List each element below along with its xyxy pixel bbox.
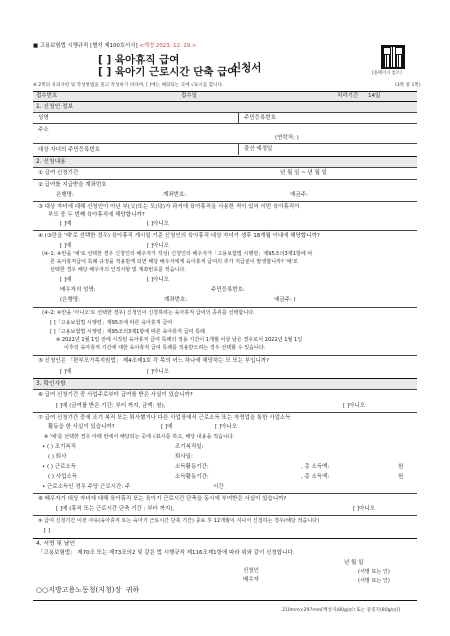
name-field-label: 성명	[38, 115, 49, 121]
rule-line	[33, 201, 417, 202]
weekly-hours-unit: 시간	[213, 484, 224, 490]
resignation-checkbox[interactable]: ( ) 퇴사	[48, 454, 67, 460]
q5-no-checkbox[interactable]: [ ]아니오	[147, 369, 169, 375]
q1-period-input[interactable]: 년 월 일 ~ 년 월 일	[280, 170, 327, 176]
title-suffix: 신청서	[231, 62, 262, 74]
cell-divider	[238, 112, 239, 123]
paper-spec-footer: 210mm×297mm[백상지(80g/㎡) 또는 중질지(80g/㎡)]	[282, 608, 401, 613]
business-income-checkbox[interactable]: ( ) 사업소득	[48, 474, 78, 480]
spouse-label: 배우자	[243, 577, 259, 583]
rule-line	[33, 112, 417, 113]
rule-line	[33, 307, 417, 308]
q41-no-checkbox[interactable]: [ ]아니오	[147, 277, 169, 283]
statement-text: 「고용보험법」 제70조 또는 제73조의2 및 같은 법 시행규칙 제116조제1항에 따라 위와 같이 신청합니다.	[38, 550, 295, 556]
address-field-label: 주소	[38, 127, 49, 133]
q3-no-checkbox[interactable]: [ ]아니오	[147, 221, 169, 227]
q42-option2-note: ※ 2022년 1월 1일 전에 시작된 육아휴직 급여 특례의 적용 기간이 1개월 이상 남은 경우로서 2022년 1월 1일	[56, 337, 303, 343]
q2-label: ② 급여를 지급받을 계좌번호	[38, 182, 107, 188]
rrn-field-label: 주민등록번호	[244, 115, 276, 121]
section1-title: 1. 신청인 정보	[36, 104, 74, 110]
spouse-account-field[interactable]: 계좌번호:	[164, 297, 188, 303]
rule-line	[33, 230, 417, 231]
revision-text: <개정 2023. 12. 29.>	[139, 43, 197, 49]
section3-bg	[33, 379, 417, 389]
q42-text: (④-2: ④란을 '아니오'로 선택한 경우) 신청인이 신청하려는 육아휴직 급여의 종류를 선택합니다.	[42, 310, 255, 316]
won-unit: 원	[398, 464, 404, 470]
q41-text-cont2: 선택한 경우 해당 배우자의 인적사항 및 계좌번호를 적습니다.	[50, 267, 186, 273]
q6-no-checkbox[interactable]: [ ]아니오	[343, 403, 365, 409]
q8-text: ⑧ 배우자가 대상 자녀에 대해 육아휴직 또는 육아기 근로시간 단축을 동시에 부여받은 사실이 있습니까?	[38, 496, 287, 502]
q4-text: ④ (③란을 '예'로 선택한 경우) 육아휴직 개시일 기준 신청인의 육아휴직 대상 자녀가 생후 18개월 이내에 해당합니까?	[38, 233, 320, 239]
rule-line	[33, 355, 417, 356]
q42-option1-checkbox[interactable]: [ ]「고용보험법 시행령」제95조에 따른 육아휴직 급여	[50, 320, 173, 326]
q7-text: ⑦ 급여 신청기간 중에 조기 복직 또는 퇴사했거나 다른 사업장에서 근로소득 또는 자영업을 통한 사업소득	[38, 415, 291, 421]
q4-yes-checkbox[interactable]: [ ]예	[60, 243, 72, 249]
early-return-date-field[interactable]: 조기복직일:	[175, 444, 204, 450]
rule-line	[33, 167, 417, 168]
processing-period-label: 처리기간	[337, 93, 359, 99]
q5-text: ⑤ 신청인은 「한부모가족지원법」 제4조제1호 각 목의 어느 하나에 해당하는 모 또는 부입니까?	[38, 358, 270, 364]
q41-text-cont: 른 육아휴직급여 특례 규정을 적용받게 되면 해당 배우자에게 육아휴직 급여의 추가 지급분이 발생합니까? '예'로	[50, 259, 298, 265]
spouse-holder-field[interactable]: 예금주: )	[274, 297, 296, 303]
bank-name-field[interactable]: 은행명:	[56, 192, 74, 198]
q41-text: (④-1: ④란을 '예'로 선택한 경우 신청인의 배우자가 작성) 신청인의 배우자가「고용보험법 시행령」제95조의3제1항에 따	[42, 251, 313, 257]
instruction-note: ※ 2쪽의 유의사항 및 작성방법을 읽고 작성하기 바라며, [ ]에는 해당되는 곳에 √표시를 합니다.	[33, 83, 224, 88]
q7-note: ※ '예'를 선택한 경우 아래 란에서 해당되는 곳에 √표시를 하고, 해당 내용을 적습니다.	[44, 434, 235, 440]
cell-divider	[238, 143, 239, 155]
section2-title: 2. 신청내용	[36, 159, 66, 165]
q6-text: ⑥ 급여 신청기간 중 사업주로부터 급여를 받은 사실이 있습니까?	[38, 392, 193, 398]
section2-bg	[33, 157, 417, 167]
rule-line	[33, 600, 417, 601]
q8-yes-checkbox[interactable]: [ ]예 (휴직 또는 근로시간 단축 기간 : 부터 까지),	[56, 506, 175, 512]
form-rule-header	[33, 43, 196, 50]
resignation-date-field[interactable]: 퇴사일:	[175, 454, 193, 460]
office-suffix: 귀하	[125, 586, 140, 594]
spouse-bank-field[interactable]: (은행명:	[60, 297, 80, 303]
early-return-checkbox[interactable]: • ( ) 조기복직	[42, 444, 77, 450]
q42-option2-note-cont: 이후의 육아휴직 기간에 대한 육아휴직 급여 특례를 적용받으려는 경우 선택할 수 있습니다.	[64, 345, 266, 351]
q42-option2-checkbox[interactable]: [ ]「고용보험법 시행령」제95조의3제1항에 따른 육아휴직 급여 특례	[50, 329, 205, 335]
rule-line	[33, 493, 417, 494]
office-name: ○○지방고용노동청(지청)장	[36, 586, 122, 594]
q7-no-checkbox[interactable]: [ ]아니오	[215, 424, 237, 430]
rule-line	[33, 123, 417, 124]
rule-line	[33, 179, 417, 180]
business-income-total-field[interactable]: , 총 소득액:	[301, 474, 330, 480]
section3-title: 3. 확인사항	[36, 381, 66, 387]
q3-text-cont: 부모 중 두 번째 육아휴직에 해당합니까?	[48, 212, 145, 218]
rule-line	[33, 389, 417, 390]
rule-line	[33, 412, 417, 413]
receipt-number-label: 접수번호	[36, 93, 58, 99]
rule-line	[33, 143, 417, 144]
q4-no-checkbox[interactable]: [ ]아니오	[147, 243, 169, 249]
receipt-row-bg	[33, 92, 417, 101]
rule-text: ■ 고용보험법 시행규칙 [별지 제100호서식]	[33, 43, 138, 49]
spouse-rrn-field[interactable]: 주민등록번호:	[211, 287, 245, 293]
page-indicator: (3쪽 중 1쪽)	[395, 83, 421, 88]
q6-yes-checkbox[interactable]: [ ]예 (금여를 받은 기간: 부터 까지, 금액: 원),	[56, 403, 166, 409]
rule-line	[33, 515, 417, 516]
earned-income-total-field[interactable]: , 총 소득액:	[301, 464, 330, 470]
title-reduced-hours: [ ] 육아기 근로시간 단축 급여	[98, 66, 238, 78]
recipient-office	[36, 586, 139, 595]
business-income-period-field[interactable]: 소득활동기간:	[175, 474, 209, 480]
account-number-field[interactable]: 계좌번호:	[163, 192, 187, 198]
applicant-signature-field[interactable]: (서명 또는 인)	[358, 569, 390, 575]
section4-title: 4. 서명 및 날인	[36, 541, 76, 547]
applicant-label: 신청인	[243, 568, 259, 574]
q1-label: ① 급여 신청기간	[38, 170, 79, 176]
section1-bg	[33, 102, 417, 112]
q3-text: ③ 대상 자녀에 대해 신청인이 아닌 부(父)또는 모(母)가 과거에 육아휴직을 사용한 적이 있어 이번 육아휴직이	[38, 204, 300, 210]
q9-reason-input[interactable]: [ ]	[44, 528, 51, 534]
won-unit: 원	[398, 474, 404, 480]
child-rrn-label: 대상 자녀의 주민등록번호	[38, 147, 100, 153]
due-date-label: 출산 예정일	[244, 146, 273, 152]
earned-income-checkbox[interactable]: • ( ) 근로소득	[42, 464, 77, 470]
q41-yes-checkbox[interactable]: [ ]예	[60, 277, 72, 283]
receipt-date-label: 접수일	[181, 93, 197, 99]
processing-period-value: 14일	[368, 93, 381, 99]
q7-yes-checkbox[interactable]: [ ]예	[161, 424, 173, 430]
spouse-name-field[interactable]: 배우자의 성명:	[60, 287, 96, 293]
earned-income-period-field[interactable]: 소득활동기간:	[175, 464, 209, 470]
q3-yes-checkbox[interactable]: [ ]예	[60, 221, 72, 227]
spouse-signature-field[interactable]: (서명 또는 인)	[358, 578, 390, 584]
q8-no-checkbox[interactable]: [ ]아니오	[353, 506, 375, 512]
signature-date-field[interactable]: 년 월 일	[344, 560, 364, 566]
q9-text: ⑨ 급여 신청기간 이전 사유(육아휴직 또는 육아기 근로시간 단축 기간) 종료 후 12개월이 지나서 신청하는 경우(해당 적습니다)	[38, 518, 320, 524]
qr-code-icon	[381, 45, 405, 69]
phone-field: (연락처: )	[275, 135, 299, 141]
qr-caption: [홈페이지 참조]	[372, 71, 402, 76]
title-childcare-leave: [ ] 육아휴직 급여	[98, 54, 180, 66]
weekly-hours-label: • 근로소득인 경우 주당 근로시간: 주	[42, 484, 131, 490]
account-holder-field[interactable]: 예금주:	[290, 192, 308, 198]
q7-text-cont: 활동을 한 사실이 있습니까?	[48, 424, 115, 430]
rule-line	[33, 538, 417, 539]
q5-yes-checkbox[interactable]: [ ]예	[60, 369, 72, 375]
